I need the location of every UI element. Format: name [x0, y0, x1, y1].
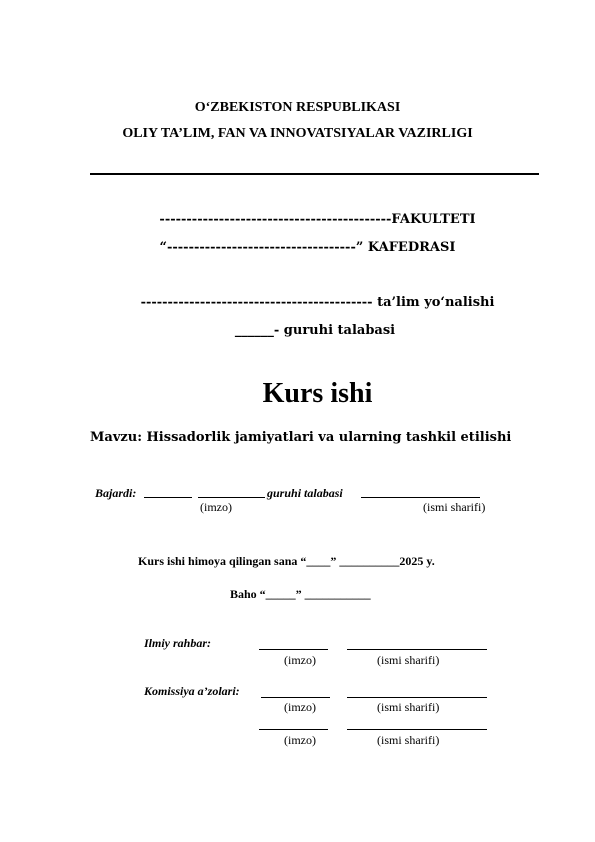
- supervisor-imzo-line: [259, 649, 328, 650]
- commission-imzo-caption-2: (imzo): [284, 733, 316, 747]
- performed-label: Bajardi:: [95, 486, 137, 500]
- grade-line: Baho “_____” ___________: [230, 587, 371, 601]
- country-heading: O‘ZBEKISTON RESPUBLIKASI: [194, 100, 401, 115]
- performed-student-label: guruhi talabasi: [267, 486, 343, 500]
- document-title: Kurs ishi: [262, 378, 373, 409]
- commission-imzo-line-1: [261, 697, 330, 698]
- commission-ismi-caption-2: (ismi sharifi): [377, 733, 440, 747]
- supervisor-label: Ilmiy rahbar:: [144, 636, 212, 650]
- group-line: ______- guruhi talabasi: [234, 323, 396, 338]
- commission-name-line-2: [347, 729, 487, 730]
- commission-name-line-1: [347, 697, 487, 698]
- defense-date-line: Kurs ishi himoya qilingan sana “____” __________2025 y.: [138, 554, 435, 568]
- commission-ismi-caption-1: (ismi sharifi): [377, 700, 440, 714]
- topic-line: Mavzu: Hissadorlik jamiyatlari va ularning tashkil etilishi: [90, 430, 512, 445]
- performed-imzo-caption: (imzo): [200, 500, 232, 514]
- supervisor-ismi-caption: (ismi sharifi): [377, 653, 440, 667]
- performed-name-underline: [361, 497, 480, 498]
- ministry-heading: OLIY TA’LIM, FAN VA INNOVATSIYALAR VAZIRLIGI: [122, 126, 473, 141]
- commission-label: Komissiya a’zolari:: [144, 684, 240, 698]
- header-divider: [90, 173, 539, 175]
- supervisor-name-line: [347, 649, 487, 650]
- performed-group-underline-2: [198, 497, 265, 498]
- faculty-line: -------------------------------------------FAKULTETI: [159, 212, 476, 227]
- supervisor-imzo-caption: (imzo): [284, 653, 316, 667]
- direction-line: ------------------------------------------- ta’lim yo‘nalishi: [140, 295, 495, 310]
- performed-ismi-caption: (ismi sharifi): [423, 500, 486, 514]
- performed-group-underline: [144, 497, 192, 498]
- commission-imzo-line-2: [259, 729, 328, 730]
- commission-imzo-caption-1: (imzo): [284, 700, 316, 714]
- department-line: “-----------------------------------” KAFEDRASI: [159, 240, 456, 255]
